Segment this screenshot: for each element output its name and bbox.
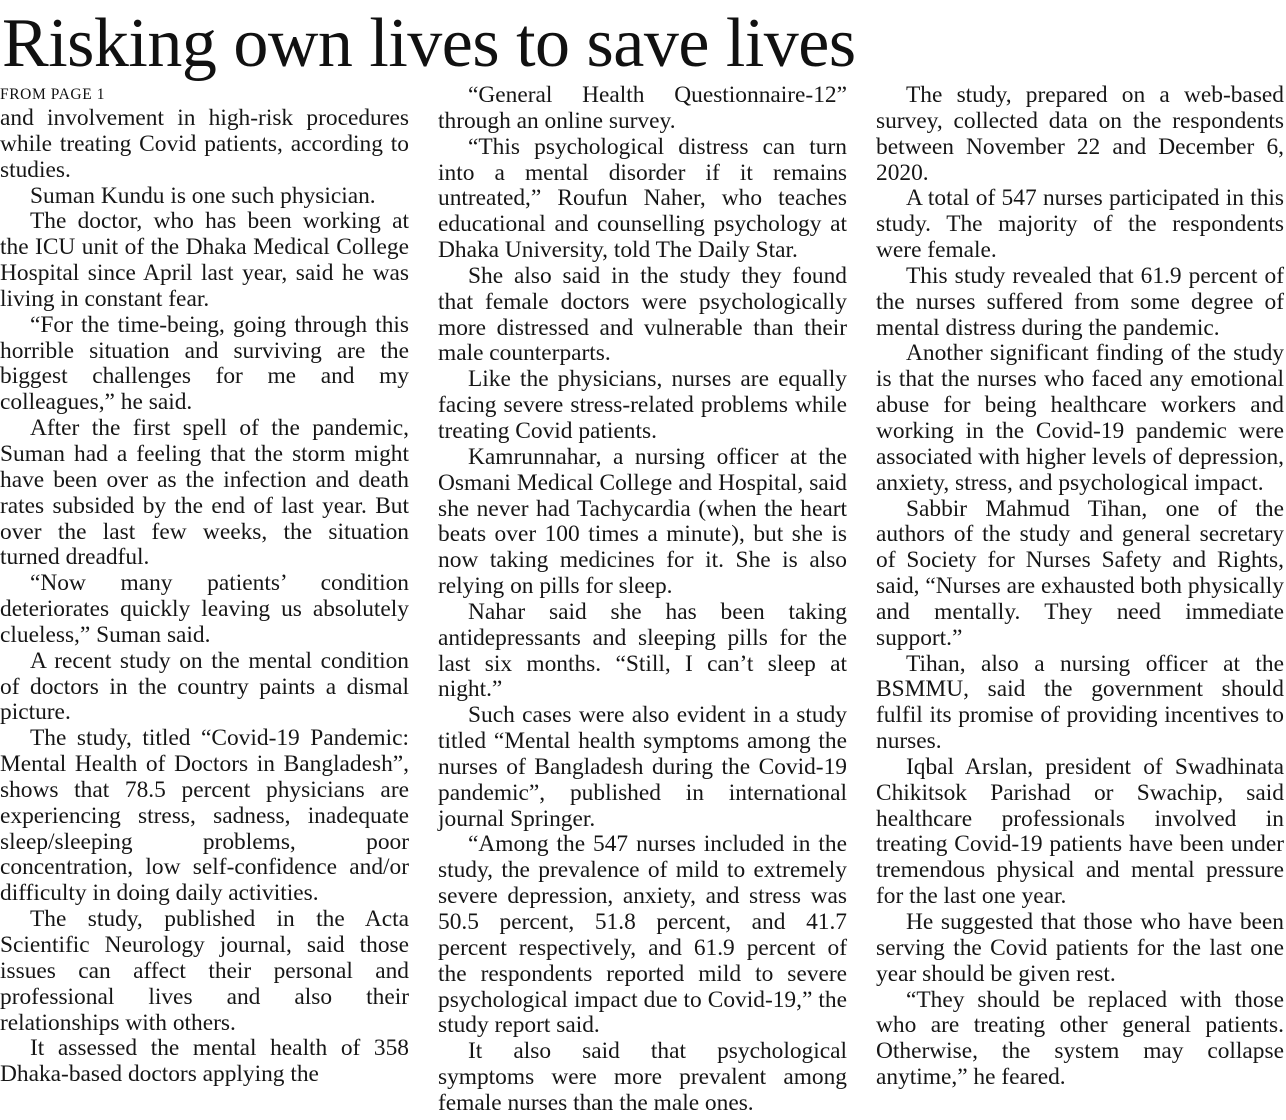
paragraph: This study revealed that 61.9 percent of the nurses suffered from some degree of mental distress during the pandemic.	[876, 262, 1284, 341]
paragraph: Another significant finding of the study is that the nurses who faced any emotional abuse for being healthcare workers and working in the Covid-19 pandemic were associated with higher levels of depression, anxiety, stress, and psychological impact.	[876, 340, 1284, 496]
paragraph: The study, published in the Acta Scientific Neurology journal, said those issues can affect their personal and professional lives and also their relationships with others.	[0, 906, 409, 1036]
paragraph: Like the physicians, nurses are equally facing severe stress-related problems while treating Covid patients.	[438, 366, 847, 444]
paragraph: A total of 547 nurses participated in this study. The majority of the respondents were female.	[876, 185, 1284, 264]
paragraph: Nahar said she has been taking antidepressants and sleeping pills for the last six months. “Still, I can’t sleep at night.”	[438, 598, 847, 703]
paragraph: Iqbal Arslan, president of Swadhinata Chikitsok Parishad or Swachip, said healthcare professionals involved in treating Covid-19 patients have been under tremendous physical and mental pressure for the last one year.	[876, 753, 1284, 910]
paragraph: Such cases were also evident in a study titled “Mental health symptoms among the nurses of Bangladesh during the Covid-19 pandemic”, published in international journal Springer.	[438, 702, 847, 832]
paragraph: A recent study on the mental condition of doctors in the country paints a dismal picture.	[0, 647, 409, 726]
paragraph: After the first spell of the pandemic, Suman had a feeling that the storm might have been over as the infection and death rates subsided by the end of last year. But over the last few weeks, the situation turned dreadful.	[0, 415, 409, 571]
paragraph: It also said that psychological symptoms were more prevalent among female nurses than the male ones.	[438, 1038, 847, 1116]
article-column-2	[438, 83, 847, 1117]
jump-line: FROM PAGE 1	[0, 86, 106, 103]
paragraph: She also said in the study they found that female doctors were psychologically more distressed and vulnerable than their male counterparts.	[438, 262, 847, 367]
paragraph: The study, titled “Covid-19 Pandemic: Mental Health of Doctors in Bangladesh”, shows that 78.5 percent physicians are experiencing stress, sadness, inadequate sleep/sleeping problems, poor concentration, low self-confidence and/or difficulty in doing daily activities.	[0, 725, 409, 907]
paragraph: It assessed the mental health of 358 Dhaka-based doctors applying the	[0, 1035, 409, 1088]
paragraph: “Among the 547 nurses included in the study, the prevalence of mild to extremely severe depression, anxiety, and stress was 50.5 percent, 51.8 percent, and 41.7 percent respectively, and 61.9 percent of the respondents reported mild to severe psychological impact due to Covid-19,” the study report said.	[438, 831, 847, 1039]
paragraph: Tihan, also a nursing officer at the BSMMU, said the government should fulfil its promise of providing incentives to nurses.	[876, 650, 1284, 755]
paragraph: “Now many patients’ condition deteriorates quickly leaving us absolutely clueless,” Suman said.	[0, 570, 409, 648]
paragraph: “This psychological distress can turn into a mental disorder if it remains untreated,” Roufun Naher, who teaches educational and counselling psychology at Dhaka University, told The Daily Star.	[438, 133, 847, 264]
paragraph: “They should be replaced with those who are treating other general patients. Otherwise, the system may collapse anytime,” he feared.	[876, 986, 1284, 1091]
paragraph: Kamrunnahar, a nursing officer at the Osmani Medical College and Hospital, said she never had Tachycardia (when the heart beats over 100 times a minute), but she is now taking medicines for it. She is also relying on pills for sleep.	[438, 443, 847, 600]
paragraph: Suman Kundu is one such physician.	[30, 182, 376, 209]
paragraph: The study, prepared on a web-based survey, collected data on the respondents between November 22 and December 6, 2020.	[876, 82, 1284, 186]
article-column-3	[876, 83, 1284, 1091]
paragraph: “For the time-being, going through this horrible situation and surviving are the biggest challenges for me and my colleagues,” he said.	[0, 311, 409, 416]
paragraph: The doctor, who has been working at the ICU unit of the Dhaka Medical College Hospital since April last year, said he was living in constant fear.	[0, 208, 409, 312]
paragraph: “General Health Questionnaire-12” through an online survey.	[438, 82, 847, 134]
paragraph: and involvement in high-risk procedures while treating Covid patients, according to studies.	[0, 105, 409, 183]
article-column-1	[0, 83, 409, 1088]
paragraph: He suggested that those who have been serving the Covid patients for the last one year should be given rest.	[876, 909, 1284, 987]
headline: Risking own lives to save lives	[2, 5, 856, 82]
paragraph: Sabbir Mahmud Tihan, one of the authors of the study and general secretary of Society for Nurses Safety and Rights, said, “Nurses are exhausted both physically and mentally. They need immediate support.”	[876, 495, 1284, 651]
